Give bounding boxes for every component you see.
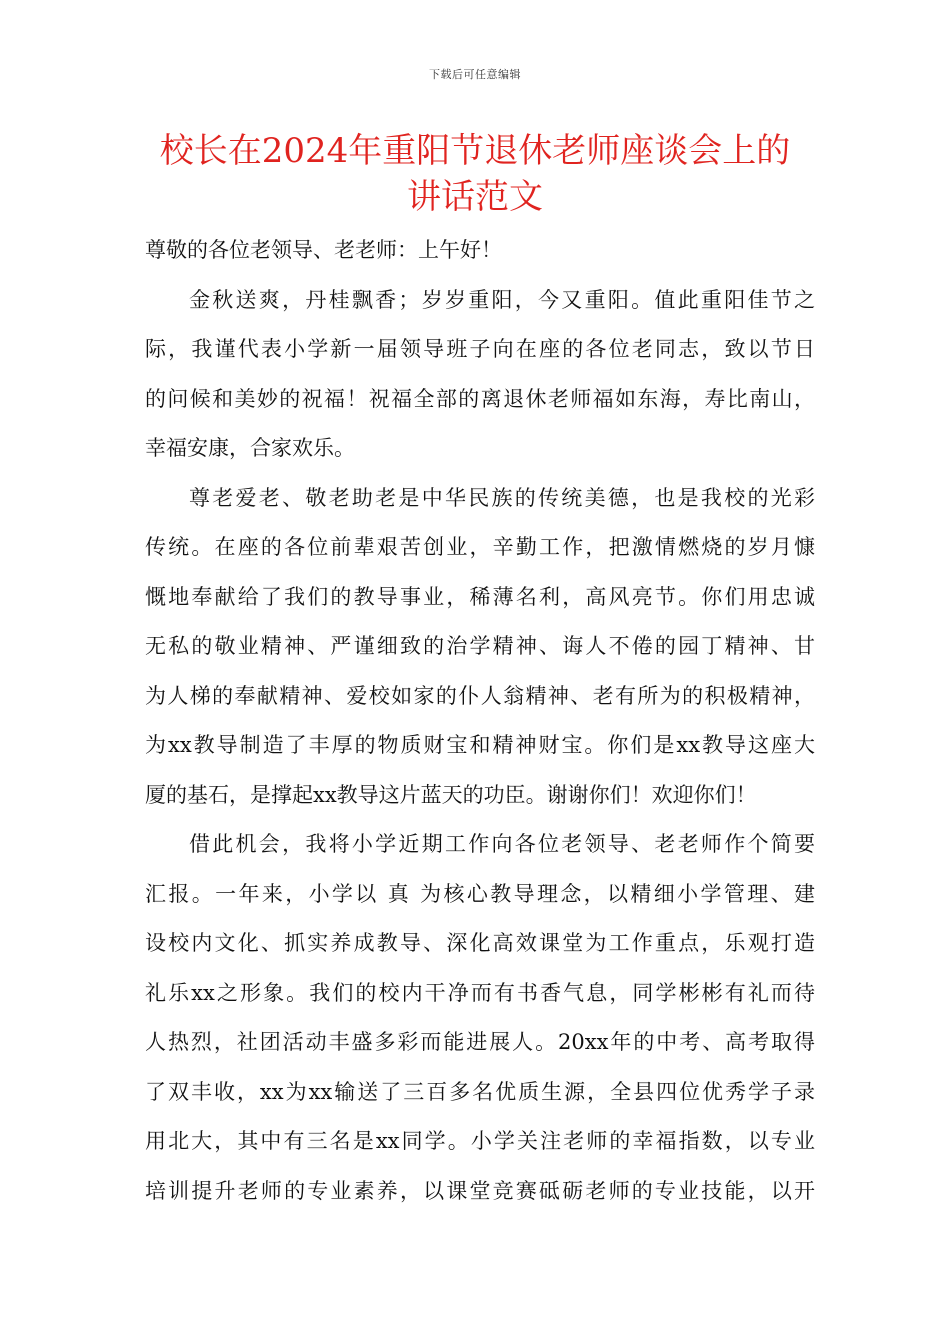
title-line-1: 校长在2024年重阳节退休老师座谈会上的 bbox=[159, 131, 791, 171]
text-line: 用北大，其中有三名是xx同学。小学关注老师的幸福指数，以专业 bbox=[145, 1129, 815, 1153]
title-line-2: 讲话范文 bbox=[407, 177, 543, 217]
text-line: 慨地奉献给了我们的教导事业，稀薄名利，高风亮节。你们用忠诚 bbox=[145, 584, 815, 609]
text-line: 借此机会，我将小学近期工作向各位老领导、老老师作个简要 bbox=[189, 832, 815, 856]
text-line: 尊老爱老、敬老助老是中华民族的传统美德，也是我校的光彩 bbox=[189, 485, 815, 510]
text-line: 人热烈，社团活动丰盛多彩而能进展人。20xx年的中考、高考取得 bbox=[145, 1030, 815, 1054]
text-line: 尊敬的各位老领导、老老师：上午好！ bbox=[145, 238, 502, 262]
text-line: 厦的基石，是撑起xx教导这片蓝天的功臣。谢谢你们！欢迎你们！ bbox=[145, 782, 757, 807]
text-line: 为人梯的奉献精神、爱校如家的仆人翁精神、老有所为的积极精神， bbox=[145, 683, 815, 708]
header-note: 下载后可任意编辑 bbox=[429, 68, 521, 81]
text-line: 幸福安康，合家欢乐。 bbox=[145, 436, 355, 460]
document-body bbox=[145, 232, 815, 1222]
text-line: 的问候和美妙的祝福！祝福全部的离退休老师福如东海，寿比南山， bbox=[145, 386, 815, 411]
text-line: 礼乐xx之形象。我们的校内干净而有书香气息，同学彬彬有礼而待 bbox=[145, 980, 815, 1005]
text-line: 为xx教导制造了丰厚的物质财宝和精神财宝。你们是xx教导这座大 bbox=[145, 733, 815, 757]
text-line: 汇报。一年来，小学以 真 为核心教导理念，以精细小学管理、建 bbox=[145, 881, 815, 906]
text-line: 金秋送爽，丹桂飘香；岁岁重阳，今又重阳。值此重阳佳节之 bbox=[189, 287, 815, 312]
text-line: 设校内文化、抓实养成教导、深化高效课堂为工作重点，乐观打造 bbox=[145, 931, 815, 955]
document-title bbox=[120, 128, 830, 220]
text-line: 了双丰收，xx为xx输送了三百多名优质生源，全县四位优秀学子录 bbox=[145, 1079, 815, 1104]
text-line: 际，我谨代表小学新一届领导班子向在座的各位老同志，致以节日 bbox=[145, 337, 815, 361]
text-line: 培训提升老师的专业素养，以课堂竞赛砥砺老师的专业技能，以开 bbox=[145, 1178, 815, 1203]
text-line: 传统。在座的各位前辈艰苦创业，辛勤工作，把激情燃烧的岁月慷 bbox=[145, 535, 815, 559]
text-line: 无私的敬业精神、严谨细致的治学精神、诲人不倦的园丁精神、甘 bbox=[145, 634, 815, 658]
